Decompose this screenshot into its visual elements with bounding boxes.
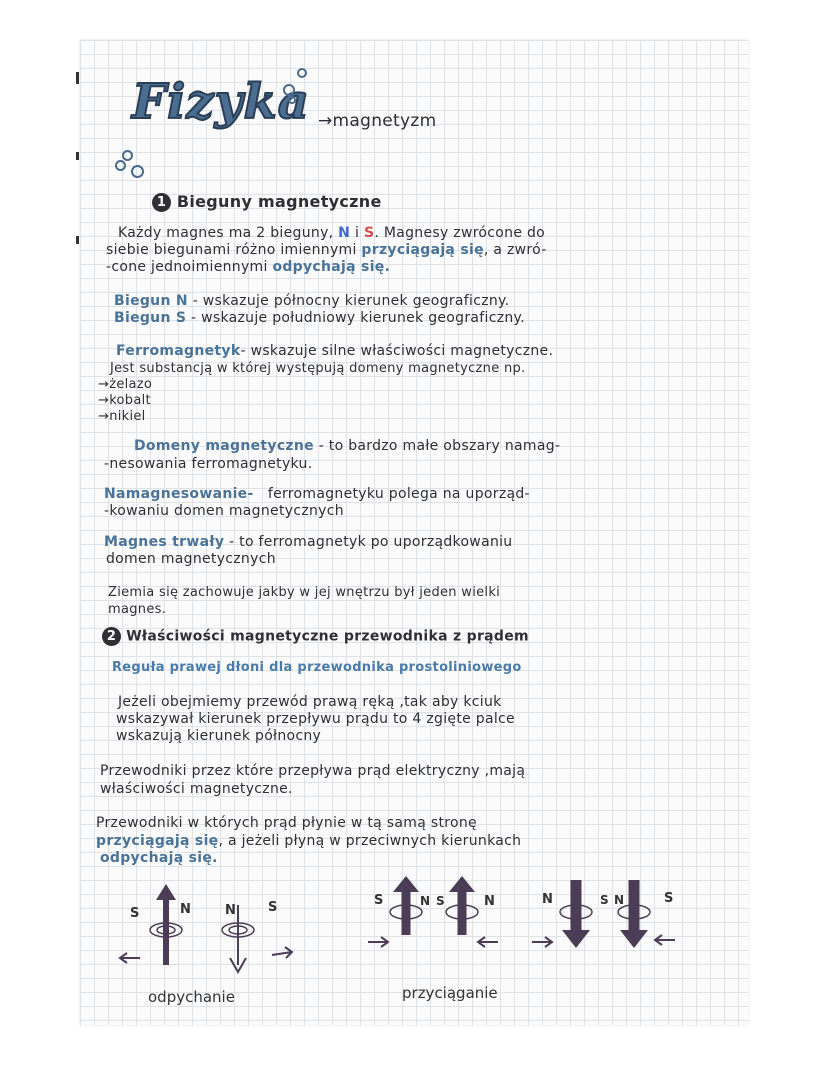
section-number: 1	[152, 193, 171, 212]
rule-line: Jeżeli obejmiemy przewód prawą ręką ,tak aby kciuk	[118, 694, 502, 710]
domains-line: Domeny magnetyczne - to bardzo małe obszary namag-	[134, 438, 561, 454]
pole-n-label: N	[614, 893, 625, 907]
example-item: →nikiel	[98, 409, 146, 424]
wire-up-1	[150, 884, 182, 965]
domains-line-2: -nesowania ferromagnetyku.	[104, 456, 313, 472]
page-title: Fizyka	[132, 74, 310, 130]
pole-n-label: N	[225, 903, 236, 918]
para-line: -cone jednoimiennymi odpychają się.	[106, 259, 391, 275]
ferro-line: Ferromagnetyk- wskazuje silne właściwości magnetyczne.	[116, 343, 554, 359]
rule-heading: Reguła prawej dłoni dla przewodnika prostoliniowego	[112, 660, 522, 675]
para-line: Każdy magnes ma 2 bieguny, N i S. Magnesy zwrócone do	[118, 225, 546, 241]
magnetization-line-2: -kowaniu domen magnetycznych	[104, 503, 344, 519]
section-heading-text: Bieguny magnetyczne	[176, 192, 382, 211]
permanent-magnet-line-2: domen magnetycznych	[106, 551, 276, 567]
pole-s-label: S	[664, 891, 674, 906]
pole-s-label: S	[374, 893, 384, 908]
wire-down-3	[618, 880, 650, 948]
pole-n-label: N	[338, 225, 351, 241]
example-item: →żelazo	[98, 377, 153, 392]
final-line: przyciągają się, a jeżeli płyną w przeciwnych kierunkach	[96, 833, 522, 849]
attract-term: przyciągają się	[361, 242, 484, 258]
ferro-line-2: Jest substancją w której występują domeny magnetyczne np.	[110, 361, 526, 376]
wire-up-3	[446, 876, 478, 935]
earth-line: Ziemia się zachowuje jakby w jej wnętrzu był jeden wielki	[108, 585, 501, 600]
conductor-line: Przewodniki przez które przepływa prąd elektryczny ,mają	[100, 763, 526, 779]
caption-repel: odpychanie	[148, 988, 235, 1006]
magnetization-line: Namagnesowanie- ferromagnetyku polega na uporząd-	[104, 486, 530, 502]
pole-s-label: S	[436, 894, 445, 908]
pole-s-label: S	[363, 225, 375, 241]
caption-attract: przyciąganie	[402, 984, 498, 1002]
para-line: siebie biegunami różno imiennymi przyciągają się, a zwró-	[106, 242, 547, 258]
repel-term: odpychają się.	[272, 259, 391, 275]
wire-up-2	[390, 876, 422, 935]
south-pole-line: Biegun S - wskazuje południowy kierunek geograficzny.	[114, 310, 525, 326]
pole-s-label: S	[600, 893, 609, 907]
final-line: Przewodniki w których prąd płynie w tą samą stronę	[96, 815, 477, 831]
earth-line-2: magnes.	[108, 602, 167, 617]
wire-down-2	[560, 880, 592, 948]
example-item: →kobalt	[98, 393, 151, 408]
north-pole-line: Biegun N - wskazuje północny kierunek geograficzny.	[114, 293, 510, 309]
rule-line: wskazują kierunek północny	[116, 728, 322, 744]
section-number: 2	[102, 627, 121, 646]
conductor-line: właściwości magnetyczne.	[100, 781, 293, 797]
pole-s-label: S	[268, 900, 278, 915]
permanent-magnet-line: Magnes trwały - to ferromagnetyk po uporządkowaniu	[104, 534, 513, 550]
pole-s-label: S	[130, 906, 140, 921]
pole-n-label: N	[180, 902, 191, 917]
subtitle: →magnetyzm	[318, 111, 437, 131]
rule-line: wskazywał kierunek przepływu prądu to 4 zgięte palce	[116, 711, 515, 727]
pole-n-label: N	[542, 892, 553, 907]
pole-n-label: N	[420, 894, 431, 908]
final-repel: odpychają się.	[100, 850, 218, 866]
section-heading-text: Właściwości magnetyczne przewodnika z prądem	[126, 628, 529, 645]
pole-n-label: N	[484, 894, 495, 909]
